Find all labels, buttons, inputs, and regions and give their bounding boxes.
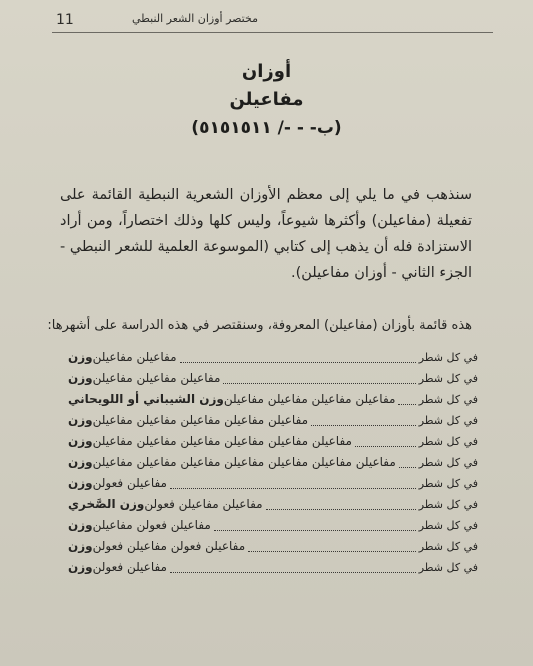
- meter-note: في كل شطر: [418, 498, 478, 511]
- meter-note: في كل شطر: [418, 435, 478, 448]
- meter-name: وزن: [68, 434, 93, 448]
- meter-note: في كل شطر: [418, 456, 478, 469]
- dot-leader: [170, 479, 416, 489]
- list-item: [60, 410, 478, 431]
- page-number: 11: [56, 12, 74, 28]
- dot-leader: [399, 458, 416, 468]
- meter-list: [60, 347, 478, 578]
- meter-pattern: مفاعيلن مفاعيلن فعولن: [144, 497, 263, 511]
- meter-pattern: مفاعيلن مفاعيلن مفاعيلن مفاعيلن مفاعيلن: [92, 413, 309, 427]
- list-item: [60, 368, 478, 389]
- meter-note: في كل شطر: [418, 393, 478, 406]
- meter-name: وزن: [68, 371, 93, 385]
- meter-pattern: مفاعيلن مفاعيلن مفاعيلن مفاعيلن مفاعيلن مفاعيلن: [92, 434, 352, 448]
- meter-note: في كل شطر: [418, 540, 478, 553]
- meter-name: وزن الصَّخري: [68, 497, 145, 511]
- list-item: [60, 389, 478, 410]
- dot-leader: [180, 353, 416, 363]
- meter-pattern: مفاعيلن مفاعيلن مفاعيلن مفاعيلن: [223, 392, 396, 406]
- meter-note: في كل شطر: [418, 519, 478, 532]
- meter-name: وزن: [68, 413, 93, 427]
- section-title: أوزان: [241, 61, 292, 82]
- meter-pattern: مفاعيلن مفاعيلن: [92, 350, 177, 364]
- page-header: [52, 10, 493, 33]
- meter-pattern: مفاعيلن فعولن: [92, 560, 167, 574]
- meter-note: في كل شطر: [418, 477, 478, 490]
- dot-leader: [214, 521, 416, 531]
- running-title: مختصر أوزان الشعر النبطي: [131, 12, 258, 25]
- list-item: [60, 557, 478, 578]
- section-subtitle: مفاعيلن: [229, 89, 304, 110]
- meter-notation: (ب- - -/ ٥١٥١٥١١): [191, 118, 342, 138]
- meter-pattern: مفاعيلن مفاعيلن مفاعيلن: [92, 371, 221, 385]
- list-item: [60, 347, 478, 368]
- meter-name: وزن: [68, 539, 93, 553]
- dot-leader: [223, 374, 415, 384]
- dot-leader: [170, 563, 416, 573]
- meter-pattern: مفاعيلن فعولن مفاعيلن فعولن: [92, 539, 246, 553]
- list-item: [60, 494, 478, 515]
- list-item: [60, 515, 478, 536]
- body-paragraph: سنذهب في ما يلي إلى معظم الأوزان الشعرية النبطية القائمة على تفعيلة (مفاعيلن) وأكثرها شيوعاً، وليس كلها وذلك اختصاراً، ومن أراد الاستزادة فله أن يذهب إلى كتابي (الموسوعة العلمية للشعر النبطي - الجزء الثاني - أوزان مفاعيلن).: [60, 187, 472, 281]
- list-item: [60, 473, 478, 494]
- meter-pattern: مفاعيلن فعولن مفاعيلن: [92, 518, 211, 532]
- meter-name: وزن الشيباني أو اللويحاني: [68, 392, 224, 406]
- dot-leader: [398, 395, 415, 405]
- list-item: [60, 452, 478, 473]
- meter-pattern: مفاعيلن مفاعيلن مفاعيلن مفاعيلن مفاعيلن مفاعيلن مفاعيلن: [92, 455, 396, 469]
- meter-name: وزن: [68, 518, 93, 532]
- list-item: [60, 536, 478, 557]
- dot-leader: [355, 437, 416, 447]
- dot-leader: [266, 500, 416, 510]
- meter-name: وزن: [68, 455, 93, 469]
- meter-name: وزن: [68, 350, 93, 364]
- meter-name: وزن: [68, 476, 93, 490]
- list-intro: هذه قائمة بأوزان (مفاعيلن) المعروفة، وسنقتصر في هذه الدراسة على أشهرها:: [47, 318, 472, 333]
- meter-note: في كل شطر: [418, 561, 478, 574]
- dot-leader: [248, 542, 416, 552]
- meter-name: وزن: [68, 560, 93, 574]
- meter-note: في كل شطر: [418, 372, 478, 385]
- list-item: [60, 431, 478, 452]
- dot-leader: [311, 416, 416, 426]
- meter-note: في كل شطر: [418, 414, 478, 427]
- meter-note: في كل شطر: [418, 351, 478, 364]
- meter-pattern: مفاعيلن فعولن: [92, 476, 167, 490]
